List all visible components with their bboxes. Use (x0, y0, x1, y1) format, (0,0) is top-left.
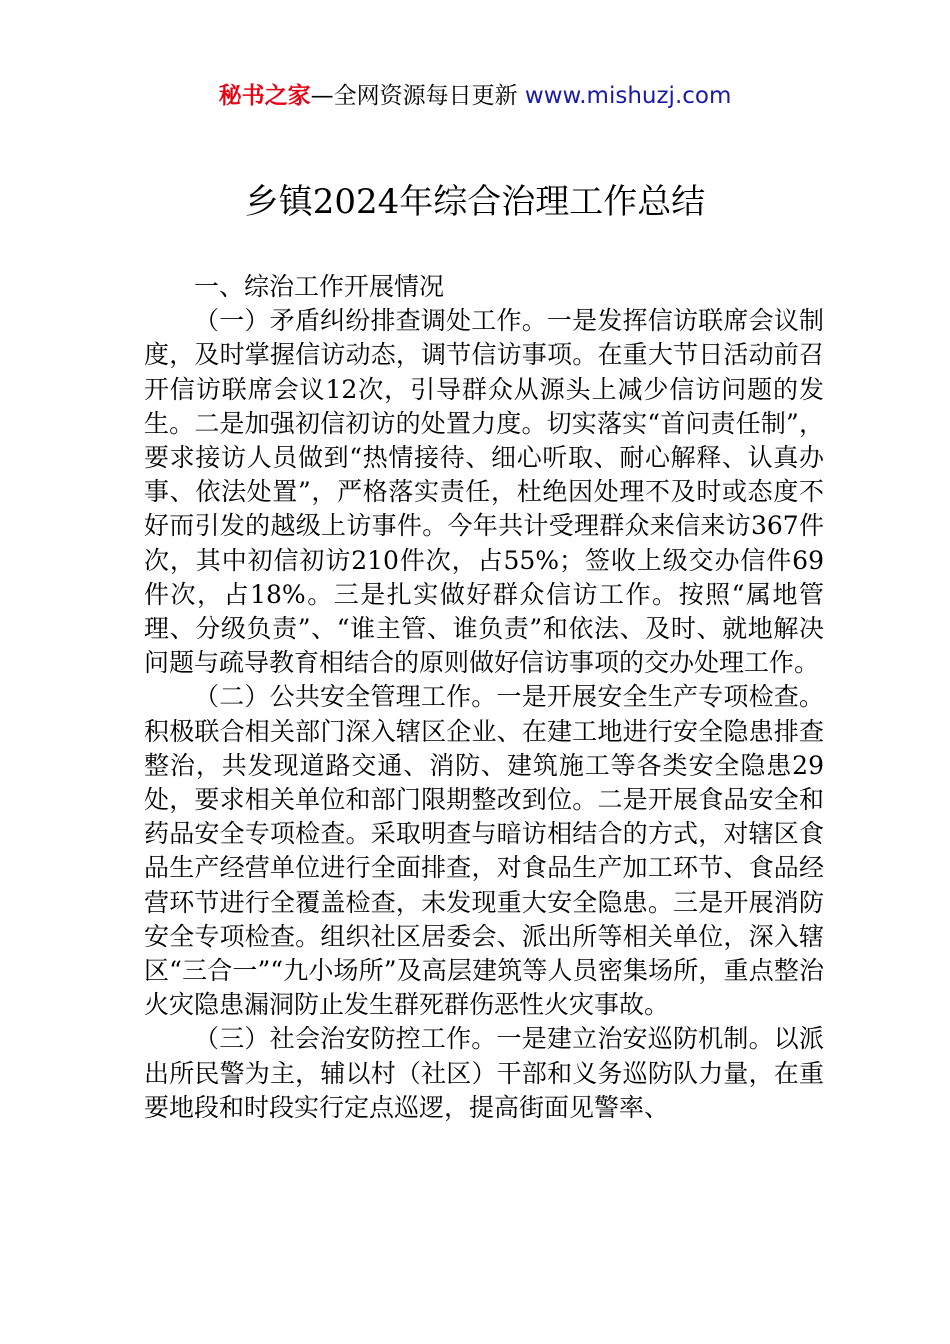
paragraph-public-order: （三）社会治安防控工作。一是建立治安巡防机制。以派出所民警为主，辅以村（社区）干部和义务巡防队力量，在重要地段和时段实行定点巡逻，提高街面见警率、 (144, 1024, 824, 1122)
section-heading: 一、综治工作开展情况 (194, 272, 445, 301)
site-tagline: —全网资源每日更新 (310, 83, 525, 109)
site-header (0, 80, 950, 112)
site-brand: 秘书之家 (218, 83, 311, 109)
document-body (144, 270, 824, 1125)
site-url[interactable]: www.mishuzj.com (524, 83, 732, 109)
document-title: 乡镇2024年综合治理工作总结 (244, 182, 706, 222)
paragraph-public-safety: （二）公共安全管理工作。一是开展安全生产专项检查。积极联合相关部门深入辖区企业、在建工地进行安全隐患排查整治，共发现道路交通、消防、建筑施工等各类安全隐患29处，要求相关单位和部门限期整改到位。二是开展食品安全和药品安全专项检查。采取明查与暗访相结合的方式，对辖区食品生产经营单位进行全面排查，对食品生产加工环节、食品经营环节进行全覆盖检查，未发现重大安全隐患。三是开展消防安全专项检查。组织社区居委会、派出所等相关单位，深入辖区“三合一”“九小场所”及高层建筑等人员密集场所，重点整治火灾隐患漏洞防止发生群死群伤恶性火灾事故。 (144, 682, 824, 1020)
paragraph-dispute-mediation: （一）矛盾纠纷排查调处工作。一是发挥信访联席会议制度，及时掌握信访动态，调节信访事项。在重大节日活动前召开信访联席会议12次，引导群众从源头上减少信访问题的发生。二是加强初信初访的处置力度。切实落实“首问责任制”，要求接访人员做到“热情接待、细心听取、耐心解释、认真办事、依法处置”，严格落实责任，杜绝因处理不及时或态度不好而引发的越级上访事件。今年共计受理群众来信来访367件次，其中初信初访210件次，占55%；签收上级交办信件69件次，占18%。三是扎实做好群众信访工作。按照“属地管理、分级负责”、“谁主管、谁负责”和依法、及时、就地解决问题与疏导教育相结合的原则做好信访事项的交办处理工作。 (144, 306, 824, 678)
